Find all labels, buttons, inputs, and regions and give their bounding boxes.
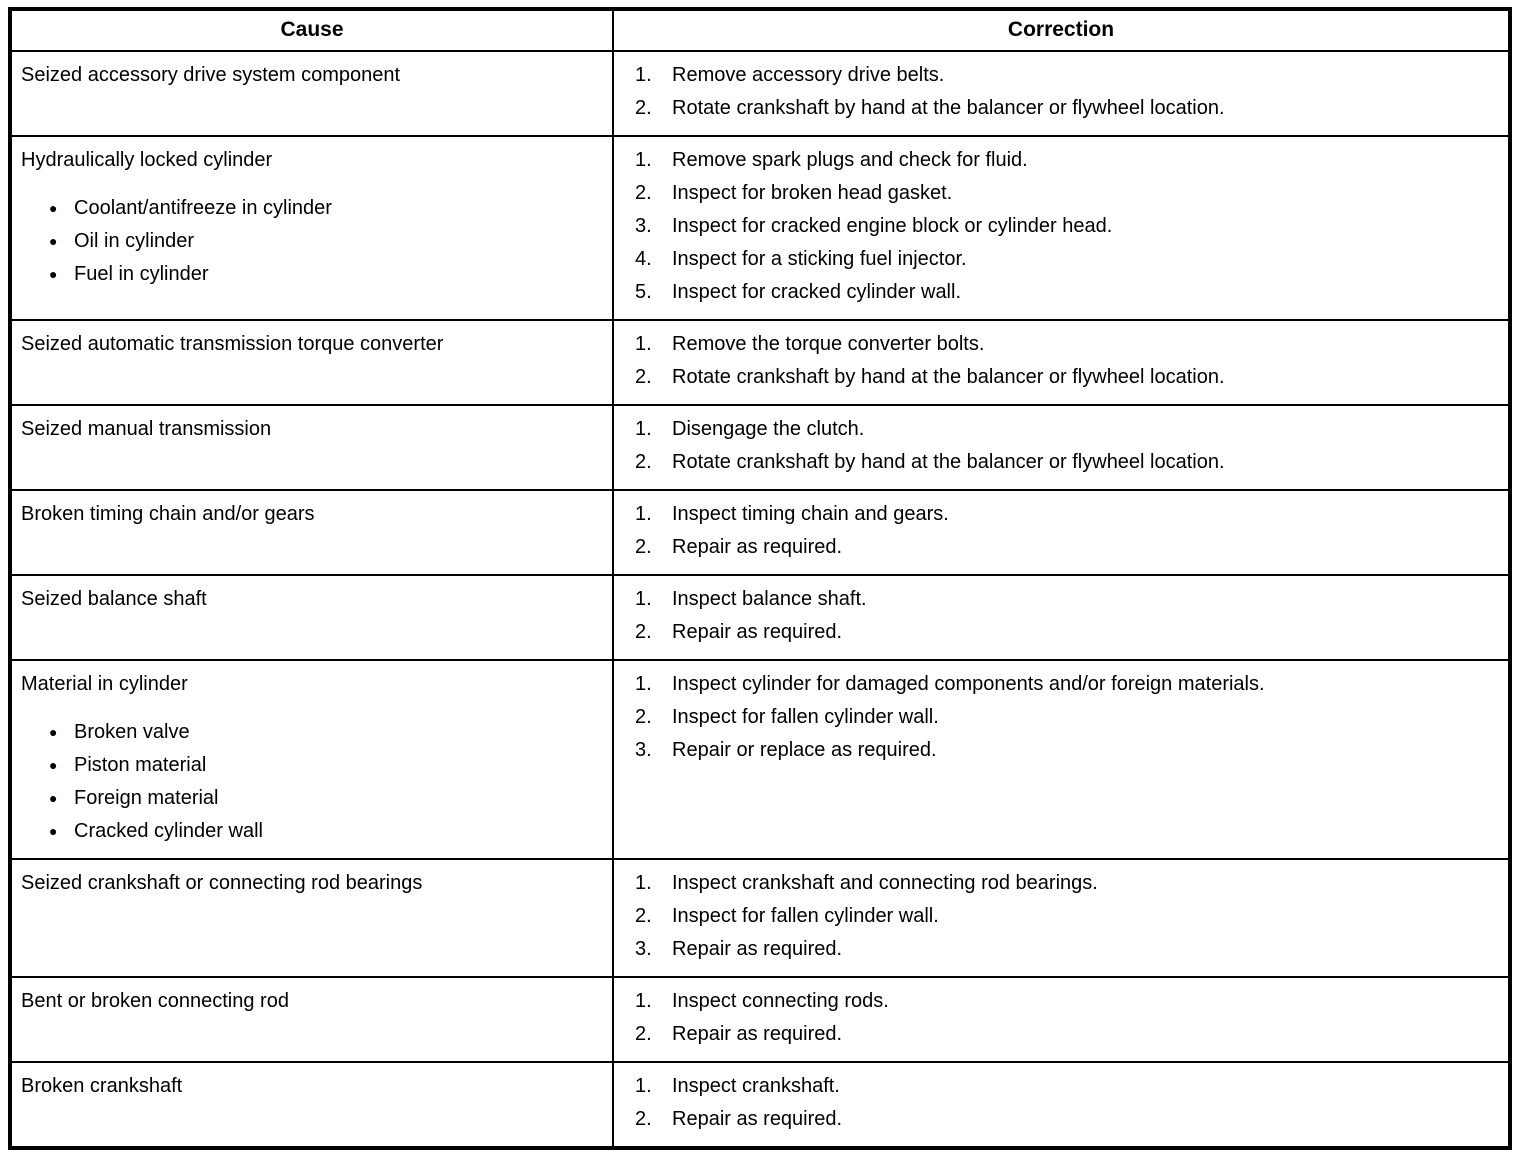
table-row: [10, 575, 1510, 660]
correction-step-text: Inspect cylinder for damaged components and/or foreign materials.: [672, 673, 1265, 695]
correction-step-item: [635, 933, 1498, 966]
cause-cell: [10, 859, 613, 977]
correction-cell: [613, 1062, 1510, 1148]
correction-step-text: Inspect balance shaft.: [672, 588, 867, 610]
correction-step-item: [635, 1103, 1498, 1136]
correction-step-item: [635, 276, 1498, 309]
correction-step-text: Rotate crankshaft by hand at the balancer or flywheel location.: [672, 451, 1225, 473]
cause-bullet-list: [21, 192, 602, 291]
table-row: [10, 136, 1510, 320]
correction-step-text: Remove spark plugs and check for fluid.: [672, 149, 1028, 171]
correction-step-list: [614, 668, 1498, 767]
cause-bullet-text: ● Coolant/antifreeze in cylinder: [74, 197, 332, 219]
correction-step-item: [635, 531, 1498, 564]
correction-step-text: Repair as required.: [672, 621, 843, 643]
cause-text: Bent or broken connecting rod: [21, 990, 289, 1012]
table-row: [10, 320, 1510, 405]
cause-bullet-item: [49, 749, 602, 782]
correction-step-item: [635, 867, 1498, 900]
correction-step-item: [635, 616, 1498, 649]
correction-step-text: Disengage the clutch.: [672, 418, 865, 440]
cause-cell: [10, 320, 613, 405]
table-body: [10, 51, 1510, 1148]
correction-step-text: Inspect connecting rods.: [672, 990, 889, 1012]
cause-bullet-text: ● Cracked cylinder wall: [74, 820, 263, 842]
correction-cell: [613, 490, 1510, 575]
correction-step-list: [614, 1070, 1498, 1136]
correction-step-item: [635, 1018, 1498, 1051]
cause-text: Material in cylinder: [21, 673, 188, 695]
correction-step-list: [614, 498, 1498, 564]
correction-cell: [613, 405, 1510, 490]
correction-step-item: [635, 583, 1498, 616]
cause-text: Seized automatic transmission torque converter: [21, 333, 444, 355]
cause-bullet-text: ● Oil in cylinder: [74, 230, 195, 252]
correction-step-text: Inspect for fallen cylinder wall.: [672, 905, 939, 927]
table-row: [10, 660, 1510, 859]
correction-step-item: [635, 144, 1498, 177]
correction-step-item: [635, 498, 1498, 531]
correction-step-text: Inspect for fallen cylinder wall.: [672, 706, 939, 728]
table-row: [10, 977, 1510, 1062]
table-row: [10, 490, 1510, 575]
cause-cell: [10, 136, 613, 320]
correction-step-item: [635, 328, 1498, 361]
cause-bullet-item: [49, 258, 602, 291]
correction-step-item: [635, 243, 1498, 276]
correction-step-text: Repair as required.: [672, 1023, 843, 1045]
correction-step-item: [635, 701, 1498, 734]
correction-step-list: [614, 413, 1498, 479]
cause-text: Broken crankshaft: [21, 1075, 183, 1097]
cause-cell: [10, 490, 613, 575]
correction-step-list: [614, 59, 1498, 125]
cause-bullet-item: [49, 716, 602, 749]
correction-cell: [613, 859, 1510, 977]
correction-step-item: [635, 900, 1498, 933]
cause-bullet-text: ● Fuel in cylinder: [74, 263, 209, 285]
correction-cell: [613, 320, 1510, 405]
correction-step-list: [614, 985, 1498, 1051]
cause-text: Seized manual transmission: [21, 418, 272, 440]
correction-step-item: [635, 361, 1498, 394]
correction-cell: [613, 977, 1510, 1062]
cause-bullet-text: ● Broken valve: [74, 721, 190, 743]
correction-step-item: [635, 446, 1498, 479]
correction-step-item: [635, 177, 1498, 210]
correction-step-list: [614, 867, 1498, 966]
cause-bullet-item: [49, 192, 602, 225]
correction-column-header: Correction: [613, 9, 1510, 51]
correction-step-text: Inspect for cracked engine block or cylinder head.: [672, 215, 1113, 237]
correction-step-text: Repair as required.: [672, 938, 843, 960]
table-row: [10, 405, 1510, 490]
correction-step-text: Repair as required.: [672, 1108, 843, 1130]
correction-step-text: Inspect crankshaft.: [672, 1075, 840, 1097]
correction-step-text: Repair as required.: [672, 536, 843, 558]
cause-column-header: Cause: [10, 9, 613, 51]
cause-cell: [10, 51, 613, 136]
correction-step-text: Inspect for cracked cylinder wall.: [672, 281, 962, 303]
cause-text: Broken timing chain and/or gears: [21, 503, 315, 525]
cause-bullet-text: ● Foreign material: [74, 787, 219, 809]
correction-cell: [613, 136, 1510, 320]
cause-correction-table: [8, 7, 1512, 1150]
cause-bullet-item: [49, 815, 602, 848]
correction-step-item: [635, 92, 1498, 125]
correction-step-list: [614, 144, 1498, 309]
correction-step-text: Inspect timing chain and gears.: [672, 503, 949, 525]
correction-step-text: Remove accessory drive belts.: [672, 64, 945, 86]
correction-step-text: Rotate crankshaft by hand at the balancer or flywheel location.: [672, 366, 1225, 388]
correction-cell: [613, 575, 1510, 660]
cause-text: Seized accessory drive system component: [21, 64, 401, 86]
cause-bullet-text: ● Piston material: [74, 754, 207, 776]
cause-bullet-list: [21, 716, 602, 848]
table-header-row: [10, 9, 1510, 51]
table-row: [10, 51, 1510, 136]
cause-cell: [10, 405, 613, 490]
cause-cell: [10, 660, 613, 859]
correction-cell: [613, 660, 1510, 859]
correction-step-item: [635, 59, 1498, 92]
correction-step-item: [635, 1070, 1498, 1103]
cause-cell: [10, 575, 613, 660]
correction-step-text: Repair or replace as required.: [672, 739, 937, 761]
correction-step-text: Remove the torque converter bolts.: [672, 333, 985, 355]
cause-bullet-item: [49, 225, 602, 258]
correction-step-list: [614, 328, 1498, 394]
correction-step-text: Inspect for a sticking fuel injector.: [672, 248, 967, 270]
cause-text: Seized balance shaft: [21, 588, 207, 610]
correction-step-text: Inspect crankshaft and connecting rod bearings.: [672, 872, 1098, 894]
correction-step-item: [635, 985, 1498, 1018]
correction-step-item: [635, 734, 1498, 767]
cause-text: Seized crankshaft or connecting rod bearings: [21, 872, 423, 894]
table-row: [10, 1062, 1510, 1148]
correction-step-item: [635, 210, 1498, 243]
correction-step-text: Rotate crankshaft by hand at the balancer or flywheel location.: [672, 97, 1225, 119]
correction-step-item: [635, 668, 1498, 701]
cause-cell: [10, 977, 613, 1062]
cause-cell: [10, 1062, 613, 1148]
correction-step-item: [635, 413, 1498, 446]
correction-step-text: Inspect for broken head gasket.: [672, 182, 953, 204]
cause-bullet-item: [49, 782, 602, 815]
cause-text: Hydraulically locked cylinder: [21, 149, 273, 171]
correction-cell: [613, 51, 1510, 136]
table-row: [10, 859, 1510, 977]
correction-step-list: [614, 583, 1498, 649]
